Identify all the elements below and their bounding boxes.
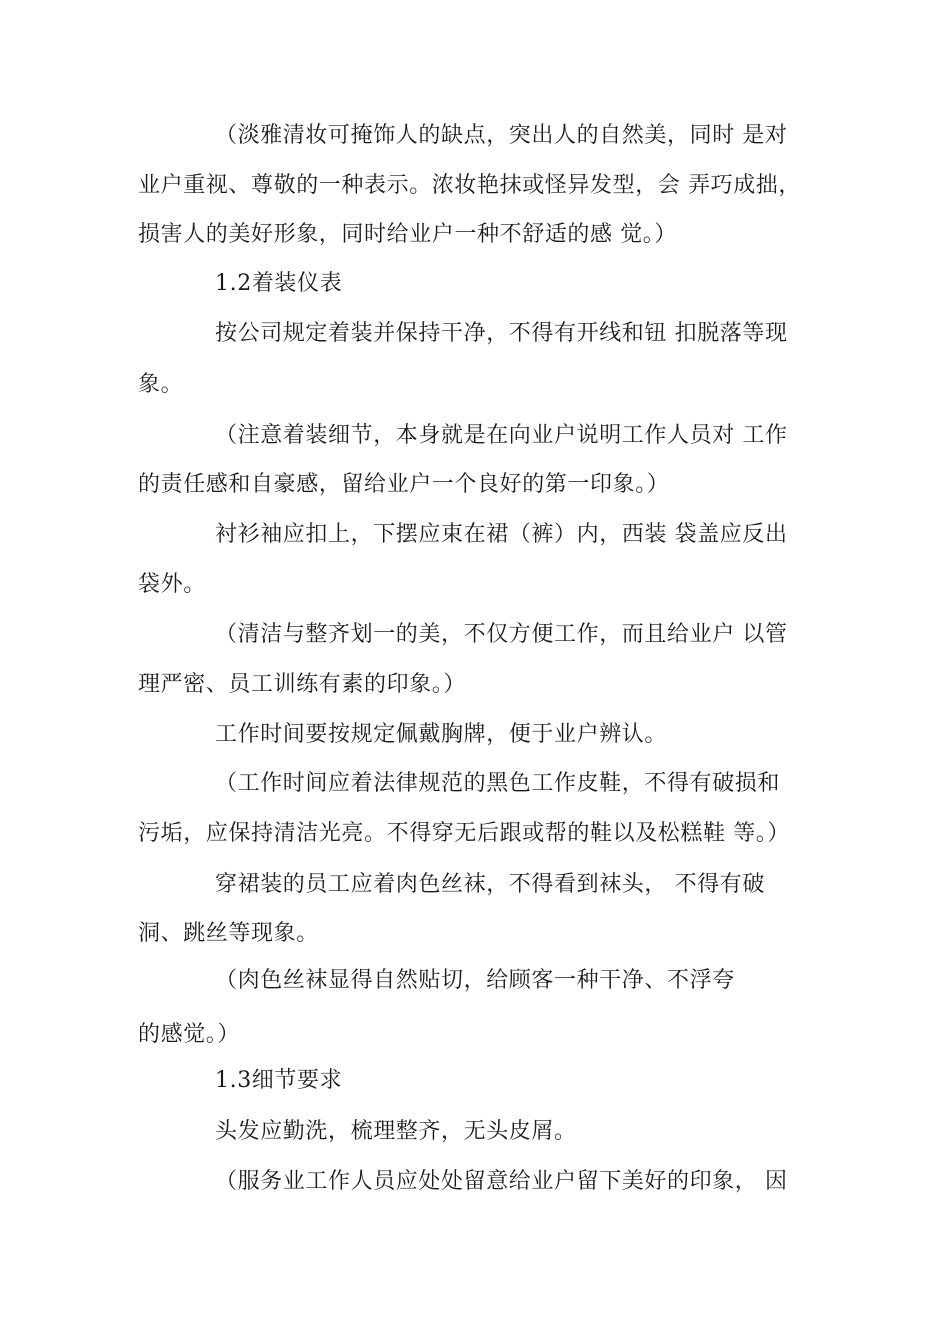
paragraph-line: （工作时间应着法律规范的黑色工作皮鞋，不得有破损和 — [215, 771, 781, 796]
paragraph-line: 损害人的美好形象，同时给业户一种不舒适的感 觉。） — [138, 222, 677, 247]
paragraph-line: （淡雅清妆可掩饰人的缺点，突出人的自然美，同时 是对 — [215, 123, 788, 148]
paragraph-line: （服务业工作人员应处处留意给业户留下美好的印象， 因 — [215, 1169, 788, 1194]
paragraph-line: 象。 — [138, 372, 184, 397]
section-heading: 1.3细节要求 — [215, 1068, 343, 1093]
paragraph-line: （清洁与整齐划一的美，不仅方便工作，而且给业户 以管 — [215, 622, 788, 647]
paragraph-line: 衬衫袖应扣上，下摆应束在裙（裤）内，西装 袋盖应反出 — [215, 522, 788, 547]
paragraph-line: 的感觉。） — [138, 1022, 241, 1047]
paragraph-line: （肉色丝袜显得自然贴切，给顾客一种干净、不浮夸 — [215, 968, 735, 993]
paragraph-line: 工作时间要按规定佩戴胸牌，便于业户辨认。 — [215, 722, 668, 747]
section-heading: 1.2着装仪表 — [215, 271, 343, 296]
paragraph-line: 理严密、员工训练有素的印象。） — [138, 672, 467, 697]
paragraph-line: 袋外。 — [138, 572, 206, 597]
paragraph-line: 穿裙装的员工应着肉色丝袜，不得看到袜头， 不得有破 — [215, 872, 765, 897]
paragraph-line: 业户重视、尊敬的一种表示。浓妆艳抹或怪异发型，会 弄巧成拙， — [138, 173, 801, 198]
paragraph-line: 头发应勤洗，梳理整齐，无头皮屑。 — [215, 1119, 577, 1144]
paragraph-line: 的责任感和自豪感，留给业户一个良好的第一印象。） — [138, 472, 670, 497]
paragraph-line: （注意着装细节，本身就是在向业户说明工作人员对 工作 — [215, 423, 788, 448]
paragraph-line: 污垢，应保持清洁光亮。不得穿无后跟或帮的鞋以及松糕鞋 等。） — [138, 821, 790, 846]
paragraph-line: 按公司规定着装并保持干净，不得有开线和钮 扣脱落等现 — [215, 321, 788, 346]
paragraph-line: 洞、跳丝等现象。 — [138, 921, 319, 946]
